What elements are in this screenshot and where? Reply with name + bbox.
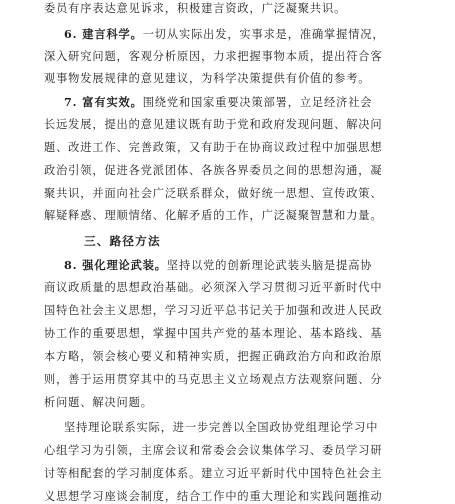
item-8-line-1 — [64, 258, 455, 273]
item-8-title: 8. 强化理论武装。 — [64, 258, 167, 272]
item-7-line-1 — [64, 95, 455, 110]
item-6-line-3: 观事物发展规律的意见建议，为科学决策提供有价值的参考。 — [44, 72, 371, 85]
item-8-line-4: 协工作的重要思想，掌握中国共产党的基本理论、基本路线、基 — [44, 327, 383, 340]
paragraph-line-1: 坚持理论联系实际，进一步完善以全国政协党组理论学习中 — [64, 421, 379, 434]
item-7-line-4: 政治引领，促进各党派团体、各族各界委员之间的思想沟通，凝 — [44, 164, 383, 177]
text-line-1: 委员有序表达意见诉求，积极建言资政，广泛凝聚共识。 — [44, 2, 347, 15]
paragraph-line-2: 心组学习为引领，主席会议和常委会会议集体学习、委员学习研 — [44, 444, 383, 457]
paragraph-line-4: 义思想学习座谈会制度，结合工作中的重大理论和实践问题推动 — [44, 490, 383, 503]
item-7-line-2: 长远发展，提出的意见建议既有助于党和政府发现问题、解决问 — [44, 118, 383, 131]
item-8-line-7: 析问题、解决问题。 — [44, 396, 153, 409]
item-7-line-5: 聚共识，并面向社会广泛联系群众，做好统一思想、宣传政策、 — [44, 187, 383, 200]
item-8-line-5: 本方略，领会核心要义和精神实质，把握正确政治方向和政治原 — [44, 350, 383, 363]
item-6-text: 一切从实际出发，实事求是，准确掌握情况， — [142, 28, 385, 41]
item-8-line-2: 商议政质量的思想政治基础。必须深入学习贯彻习近平新时代中 — [44, 281, 383, 294]
item-7-line-6: 解疑释惑、理顺情绪、化解矛盾的工作，广泛凝聚智慧和力量。 — [44, 209, 383, 222]
item-7-line-3: 题、改进工作、完善政策，又有助于在协商议政过程中加强思想 — [44, 141, 383, 154]
item-6-title: 6. 建言科学。 — [64, 27, 143, 41]
paragraph-line-3: 讨等相配套的学习制度体系。建立习近平新时代中国特色社会主 — [44, 467, 383, 480]
item-8-line-3: 国特色社会主义思想，学习习近平总书记关于加强和改进人民政 — [44, 304, 383, 317]
item-6-line-1 — [64, 27, 455, 42]
item-8-text: 坚持以党的创新理论武装头脑是提高协 — [166, 259, 373, 272]
section-heading: 三、路径方法 — [84, 234, 161, 248]
item-8-line-6: 则，善于运用贯穿其中的马克思主义立场观点方法观察问题、分 — [44, 373, 383, 386]
item-6-line-2: 深入研究问题，客观分析原因，力求把握事物本质，提出符合客 — [44, 50, 383, 63]
item-7-title: 7. 富有实效。 — [64, 95, 143, 109]
item-7-text: 围绕党和国家重要决策部署，立足经济社会 — [142, 96, 373, 109]
